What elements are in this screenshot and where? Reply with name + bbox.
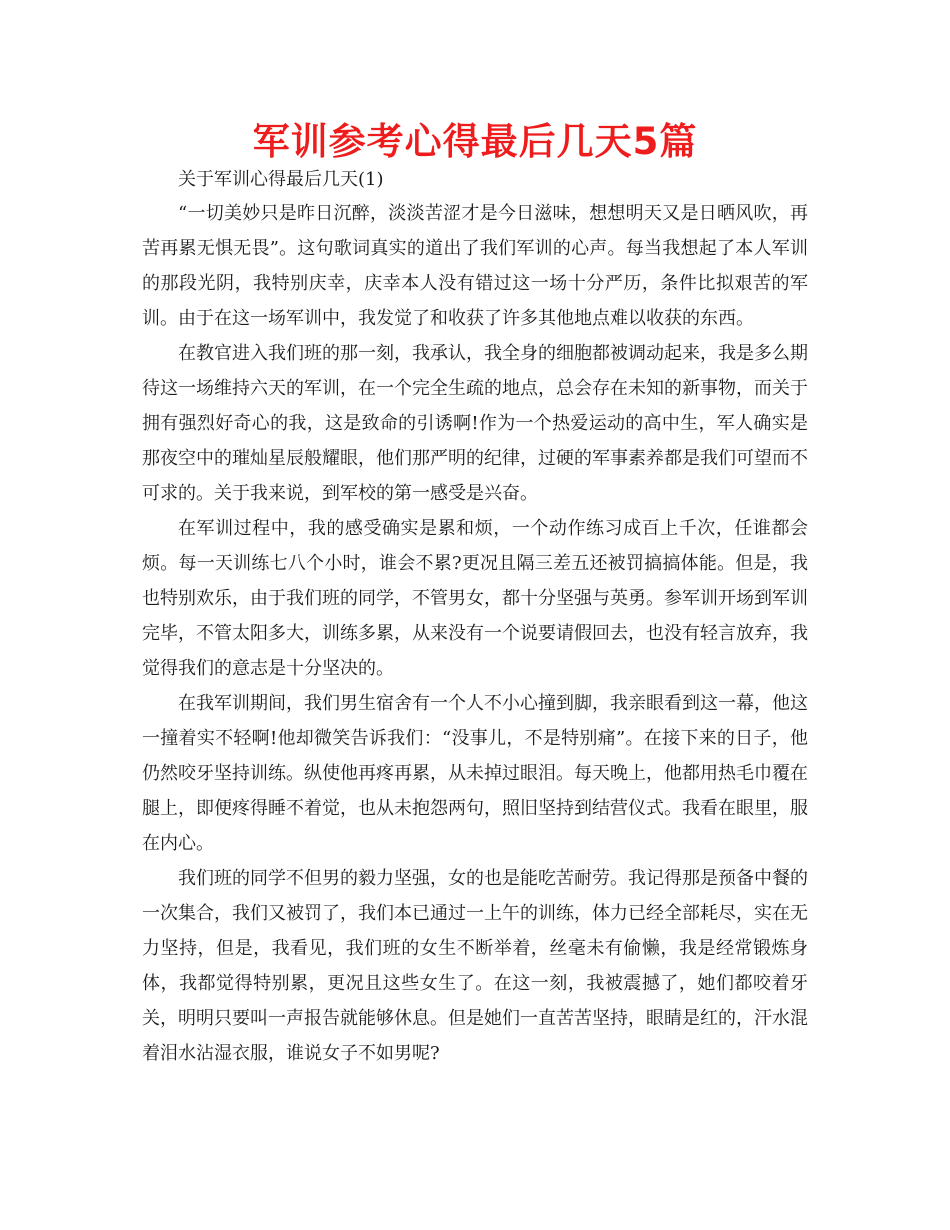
document-title: 军训参考心得最后几天5篇 xyxy=(252,120,698,163)
document-subtitle: 关于军训心得最后几天(1) xyxy=(178,169,384,190)
paragraph-5: 我们班的同学不但男的毅力坚强，女的也是能吃苦耐劳。我记得那是预备中餐的一次集合，我们又被罚了，我们本已通过一上午的训练，体力已经全部耗尽，实在无力坚持，但是，我看见，我们班的女生不断举着，丝毫未有偷懒，我是经常锻炼身体，我都觉得特别累，更况且这些女生了。在这一刻，我被震撼了，她们都咬着牙关，明明只要叫一声报告就能够休息。但是她们一直苦苦坚持，眼睛是红的，汗水混着泪水沾湿衣服，谁说女子不如男呢? xyxy=(142,868,808,1064)
document-body xyxy=(142,164,808,1071)
paragraph-3: 在军训过程中，我的感受确实是累和烦，一个动作练习成百上千次，任谁都会烦。每一天训练七八个小时，谁会不累?更况且隔三差五还被罚搞搞体能。但是，我也特别欢乐，由于我们班的同学，不管男女，都十分坚强与英勇。参军训开场到军训完毕，不管太阳多大，训练多累，从来没有一个说要请假回去，也没有轻言放弃，我觉得我们的意志是十分坚决的。 xyxy=(142,518,808,679)
paragraph-4: 在我军训期间，我们男生宿舍有一个人不小心撞到脚，我亲眼看到这一幕，他这一撞着实不轻啊!他却微笑告诉我们：“没事儿，不是特别痛”。在接下来的日子，他仍然咬牙坚持训练。纵使他再疼再累，从未掉过眼泪。每天晚上，他都用热毛巾覆在腿上，即便疼得睡不着觉，也从未抱怨两句，照旧坚持到结营仪式。我看在眼里，服在内心。 xyxy=(142,693,808,854)
paragraph-2: 在教官进入我们班的那一刻，我承认，我全身的细胞都被调动起来，我是多么期待这一场维持六天的军训，在一个完全生疏的地点，总会存在未知的新事物，而关于拥有强烈好奇心的我，这是致命的引诱啊!作为一个热爱运动的高中生，军人确实是那夜空中的璀灿星辰般耀眼，他们那严明的纪律，过硬的军事素养都是我们可望而不可求的。关于我来说，到军校的第一感受是兴奋。 xyxy=(142,343,808,504)
paragraph-1: “一切美妙只是昨日沉醉，淡淡苦涩才是今日滋味，想想明天又是日晒风吹，再苦再累无惧无畏”。这句歌词真实的道出了我们军训的心声。每当我想起了本人军训的那段光阴，我特别庆幸，庆幸本人没有错过这一场十分严历，条件比拟艰苦的军训。由于在这一场军训中，我发觉了和收获了许多其他地点难以收获的东西。 xyxy=(142,203,808,329)
